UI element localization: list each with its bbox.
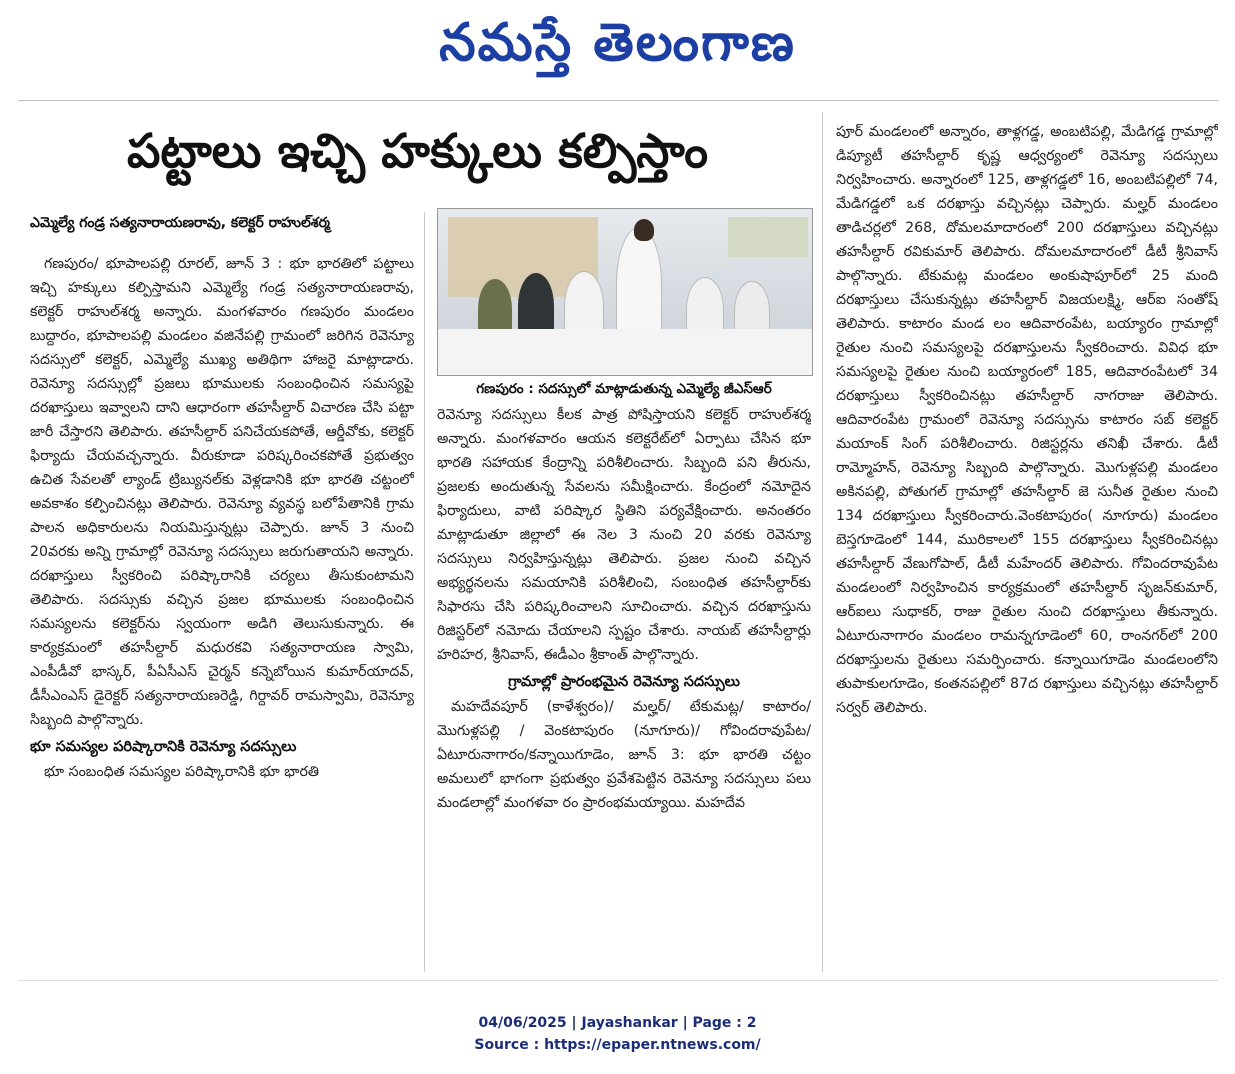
column-2-subhead: గ్రామాల్లో ప్రారంభమైన రెవెన్యూ సదస్సులు	[508, 674, 740, 690]
column-1-tail: భూ సంబంధిత సమస్యల పరిష్కారానికి భూ భారతి	[44, 764, 319, 780]
photo-person	[616, 227, 662, 341]
article-column-1	[30, 252, 414, 974]
photo-caption: గణపురం : సదస్సులో మాట్లాడుతున్న ఎమ్మెల్యే జీఎస్‌ఆర్	[476, 381, 772, 397]
footer-divider	[18, 980, 1218, 981]
photo-person	[634, 219, 654, 241]
photo-table	[438, 329, 812, 375]
article-photo	[437, 208, 813, 376]
column-3-body: పూర్ మండలంలో అన్నారం, తాళ్లగడ్డ, అంబటిపల్లి, మేడిగడ్డ గ్రామాల్లో డిప్యూటీ తహసీల్దార్ కృష్ణ ఆధ్వర్యంలో రెవెన్యూ సదస్సులు నిర్వహించారు. అన్నారంలో 125, తాళ్లగడ్డలో 16, అంబటిపల్లిలో 74, మేడిగడ్డలో ఒక దరఖాస్తు వచ్చినట్లు చెప్పారు. మల్హర్ మండలం తాడిచర్లలో 268, దోమలమాదారంలో 200 దరఖాస్తులు వచ్చినట్లు తహసీల్దార్ రవికుమార్ తెలిపారు. దోమలమాదారంలో డీటీ శ్రీనివాస్ పాల్గొన్నారు. టేకుమట్ల మండలం అంకుషాపూర్‌లో 25 మంది దరఖాస్తులు చేసుకున్నట్లు తహసీల్దార్ విజయలక్ష్మి, ఆర్ఐ సంతోష్ తెలిపారు. కాటారం మండ లం ఆదివారంపేట, బయ్యారం గ్రామాల్లో రైతుల నుంచి సమస్యలపై దరఖాస్తులను స్వీకరించారు. వివిధ భూ సమస్యలపై రైతుల నుంచి బయ్యారంలో 185, ఆదివారంపేటలో 34 దరఖాస్తులు స్వీకరించినట్లు తహసీల్దార్ నాగరాజు తెలిపారు. ఆదివారంపేట గ్రామంలో రెవెన్యూ సదస్సును కాటారం సబ్ కలెక్టర్ మయాంక్ సింగ్ పరిశీలించారు. రిజిస్టర్లను తనిఖీ చేశారు. డీటీ రామ్మోహన్, రెవెన్యూ సిబ్బంది పాల్గొన్నారు. మొగుళ్లపల్లి మండలం అకినపల్లి, పోతుగల్ గ్రామాల్లో తహసీల్దార్ జె సునీత రైతుల నుంచి 134 దరఖాస్తులు స్వీకరించారు.వెంకటాపురం( నూగూరు) మండలం బెస్తగూడెంలో 144, మురికాలలో 155 దరఖాస్తులు స్వీకరించినట్లు తహసీల్దార్ వేణుగోపాల్, డీటీ మహేందర్ తెలిపారు. గోవిందరావుపేట మండలంలో నిర్వహించిన కార్యక్రమంలో తహసీల్దార్ సృజన్‌కుమార్, ఆర్ఐలు సుధాకర్, రాజు రైతుల నుంచి దరఖాస్తులు తీకున్నారు. ఏటూరునాగారం మండలం రామన్నగూడెంలో 60, రాంనగర్‌లో 200 దరఖాస్తులను రైతులు సమర్పించారు. కన్నాయిగూడెం మండలంలోని తుపాకులగూడెం, కంతనపల్లిలో 87ద రఖాస్తులు వచ్చినట్లు తహసీల్దార్ సర్వర్ తెలిపారు.	[836, 124, 1218, 716]
photo-backdrop-poster	[728, 217, 808, 257]
column-1-subhead: భూ సమస్యల పరిష్కారానికి రెవెన్యూ సదస్సులు	[30, 739, 297, 755]
masthead-divider	[18, 100, 1218, 101]
column-1-body: గణపురం/ భూపాలపల్లి రూరల్, జూన్ 3 : భూ భారతిలో పట్టాలు ఇచ్చి హక్కులు కల్పిస్తామని ఎమ్మెల్యే గండ్ర సత్యనారాయణరావు, కలెక్టర్ రాహుల్‌శర్మ అన్నారు. మంగళవారం గణపురం మండలం బుద్దారం, భూపాలపల్లి మండలం వజినేపల్లి గ్రామంలో జరిగిన రెవెన్యూ సదస్సులో కలెక్టర్, ఎమ్మెల్యే ముఖ్య అతిథిగా హాజరై మాట్లాడారు. రెవెన్యూ సదస్సుల్లో ప్రజలు భూములకు సంబంధించిన సమస్యపై దరఖాస్తులు ఇవ్వాలని దాని ఆధారంగా తహసీల్దార్ విచారణ చేసి పట్టా జారీ చేస్తారని తెలిపారు. తహసీల్దార్ పనిచేయకపోతే, ఆర్డీవోకు, కలెక్టర్ ఫిర్యాదు చేయవచ్చన్నారు. వీరుకూడా పరిష్కరించకపోతే ప్రభుత్వం ఉచిత సేవలతో ల్యాండ్ ట్రిబ్యునల్‌కు వెళ్లడానికి భూ భారతి చట్టంలో అవకాశం కల్పించినట్లు తెలిపారు. రెవెన్యూ వ్యవస్థ బలోపేతానికి గ్రామ పాలన అధికారులను నియమిస్తున్నట్లు చెప్పారు. జూన్ 3 నుంచి 20వరకు అన్ని గ్రామాల్లో రెవెన్యూ సదస్సులు జరుగుతాయని అన్నారు. దరఖాస్తులు స్వీకరించి పరిష్కారానికి చర్యలు తీసుకుంటామని తెలిపారు. సదస్సుకు వచ్చిన ప్రజల భూములకు సంబంధించిన సమస్యలను కలెక్టర్‌ను స్వయంగా అడిగి తెలుసుకున్నారు. ఈ కార్యక్రమంలో తహసీల్దార్ మధురకవి సత్యనారాయణ స్వామి, ఎంపీడీవో భాస్కర్, పీఏసీఎస్ చైర్మన్ కన్నెబోయిన కుమార్‌యాదవ్, డీసీఎంఎస్ డైరెక్టర్ సత్యనారాయణరెడ్డి, గిర్దావర్ రామస్వామి, రెవెన్యూ సిబ్బంది పాల్గొన్నారు.	[30, 256, 414, 728]
article-column-3	[836, 120, 1218, 974]
article-headline: పట్టాలు ఇచ్చి హక్కులు కల్పిస్తాం	[126, 124, 709, 179]
edition-info: 04/06/2025 | Jayashankar | Page : 2	[478, 1015, 757, 1031]
column-divider-2	[822, 112, 823, 972]
column-2-tail: మహదేవపూర్ (కాళేశ్వరం)/ మల్హర్/ టేకుమట్ల/ కాటారం/ మొగుళ్లపల్లి / వెంకటాపురం (నూగూరు)/ గోవిందరావుపేట/ ఏటూరునాగారం/కన్నాయిగూడెం, జూన్ 3: భూ భారతి చట్టం అమలులో భాగంగా ప్రభుత్వం ప్రవేశపెట్టిన రెవెన్యూ సదస్సులు పలు మండలాల్లో మంగళవా రం ప్రారంభమయ్యాయి. మహదేవ	[437, 699, 811, 811]
masthead-logo: నమస్తే తెలంగాణ	[439, 12, 796, 73]
source-link[interactable]: Source : https://epaper.ntnews.com/	[474, 1037, 761, 1053]
article-byline: ఎమ్మెల్యే గండ్ర సత్యనారాయణరావు, కలెక్టర్ రాహుల్‌శర్మ	[30, 215, 330, 231]
article-column-2	[437, 403, 811, 973]
column-divider-1	[424, 212, 425, 972]
column-2-body: రెవెన్యూ సదస్సులు కీలక పాత్ర పోషిస్తాయని కలెక్టర్ రాహుల్‌శర్మ అన్నారు. మంగళవారం ఆయన కలెక్టరేట్‌లో ఏర్పాటు చేసిన భూ భారతి సహాయక కేంద్రాన్ని పరిశీలించారు. సిబ్బంది పని తీరును, ప్రజలకు అందుతున్న సేవలను సమీక్షించారు. కేంద్రంలో నమోదైన ఫిర్యాదులు, వాటి పరిష్కార స్థితిని పర్యవేక్షించారు. అనంతరం మాట్లాడుతూ జిల్లాలో ఈ నెల 3 నుంచి 20 వరకు రెవెన్యూ సదస్సులు నిర్వహిస్తున్నట్లు తెలిపారు. ప్రజల నుంచి వచ్చిన అభ్యర్థనలను సమయానికి పరిశీలించి, సంబంధిత తహసీల్దార్‌కు సిఫారసు చేసి పరిష్కరించాలని సూచించారు. వచ్చిన దరఖాస్తును రిజిస్టర్‌లో నమోదు చేయాలని స్పష్టం చేశారు. నాయబ్ తహసీల్దార్లు హరిహర, శ్రీనివాస్, ఈడీఎం శ్రీకాంత్ పాల్గొన్నారు.	[437, 407, 811, 663]
